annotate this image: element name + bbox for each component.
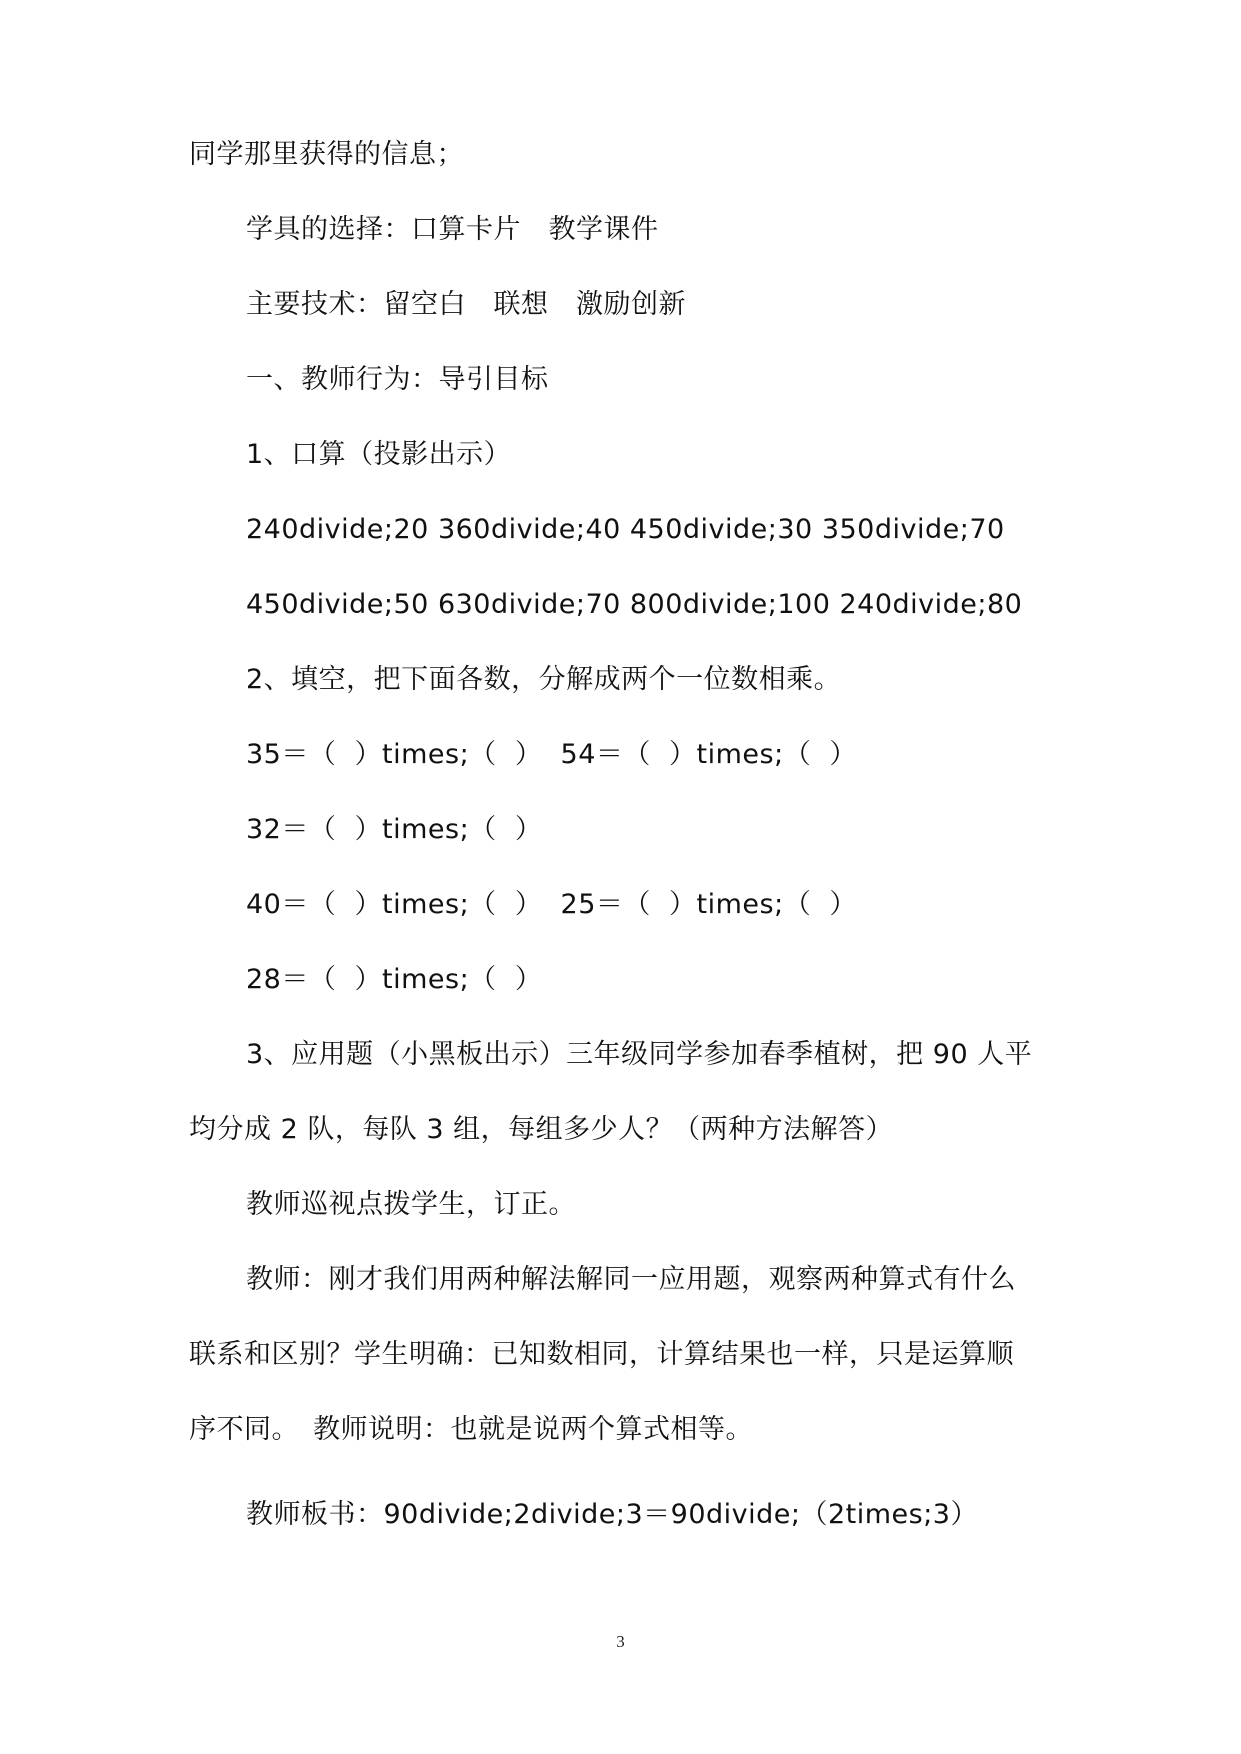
- text-line: 序不同。 教师说明：也就是说两个算式相等。: [189, 1414, 753, 1445]
- text-line: 35＝（ ）times;（ ） 54＝（ ）times;（ ）: [246, 739, 857, 770]
- text-line: 教师板书：90divide;2divide;3＝90divide;（2times;3）: [246, 1499, 978, 1530]
- text-line: 教师：刚才我们用两种解法解同一应用题，观察两种算式有什么: [246, 1264, 1016, 1295]
- section-heading: 一、教师行为：导引目标: [246, 364, 549, 395]
- text-line: 40＝（ ）times;（ ） 25＝（ ）times;（ ）: [246, 889, 857, 920]
- text-line: 3、应用题（小黑板出示）三年级同学参加春季植树，把 90 人平: [246, 1039, 1033, 1070]
- text-line: 450divide;50 630divide;70 800divide;100 240divide;80: [246, 589, 1023, 620]
- text-line: 32＝（ ）times;（ ）: [246, 814, 543, 845]
- text-line: 学具的选择：口算卡片 教学课件: [246, 214, 659, 245]
- text-line: 均分成 2 队，每队 3 组，每组多少人？（两种方法解答）: [189, 1114, 894, 1145]
- text-line: 联系和区别？学生明确：已知数相同，计算结果也一样，只是运算顺: [189, 1339, 1014, 1370]
- text-line: 教师巡视点拨学生，订正。: [246, 1189, 576, 1220]
- text-line: 同学那里获得的信息；: [189, 139, 464, 170]
- text-line: 主要技术：留空白 联想 激励创新: [246, 289, 686, 320]
- text-line: 240divide;20 360divide;40 450divide;30 350divide;70: [246, 514, 1005, 545]
- text-line: 1、口算（投影出示）: [246, 439, 512, 470]
- text-line: 28＝（ ）times;（ ）: [246, 964, 543, 995]
- text-line: 2、填空，把下面各数，分解成两个一位数相乘。: [246, 664, 842, 695]
- page-number: 3: [616, 1632, 625, 1651]
